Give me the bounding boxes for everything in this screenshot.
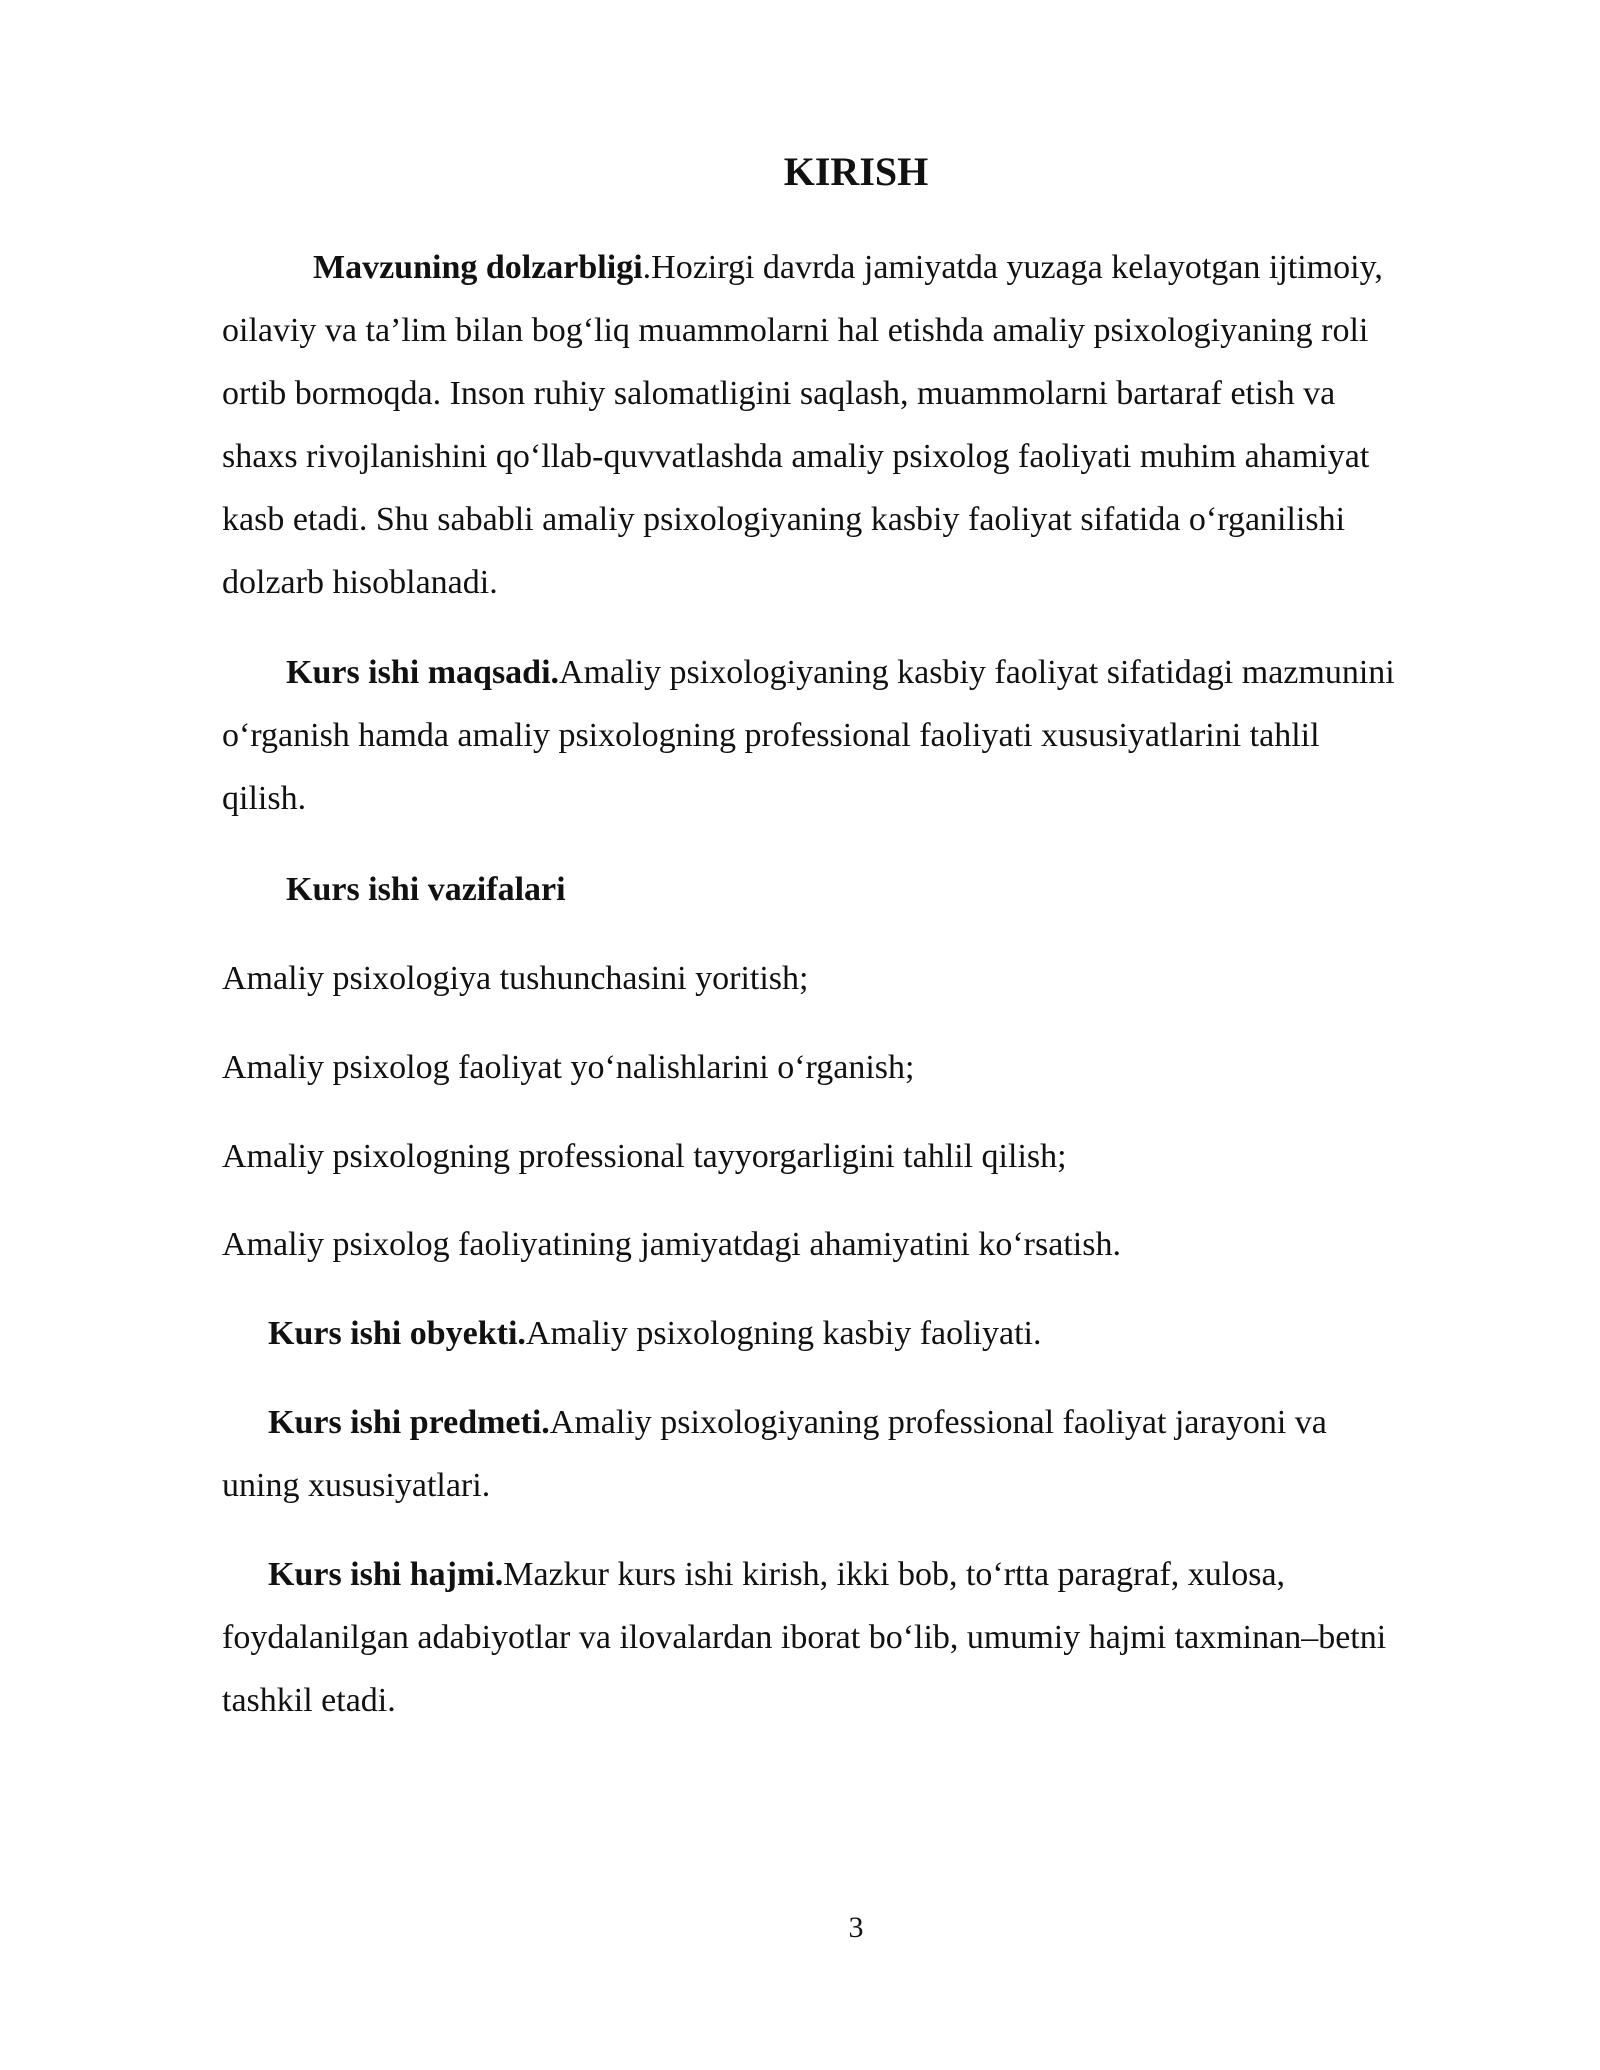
vazifa-item-4: Amaliy psixolog faoliyatining jamiyatdagi ahamiyatini ko‘rsatish. bbox=[222, 1226, 1121, 1263]
predmet-lead: Kurs ishi predmeti. bbox=[268, 1404, 550, 1441]
predmet-paragraph bbox=[222, 1391, 1484, 1517]
dolzarblik-line-6: dolzarb hisoblanadi. bbox=[222, 564, 498, 601]
obyekt-paragraph bbox=[222, 1302, 1484, 1365]
dolzarblik-lead: Mavzuning dolzarbligi bbox=[313, 249, 643, 286]
dolzarblik-line-4: shaxs rivojlanishini qo‘llab-quvvatlashda amaliy psixolog faoliyati muhim ahamiyat bbox=[222, 438, 1370, 475]
hajm-line-2: foydalanilgan adabiyotlar va ilovalardan iborat bo‘lib, umumiy hajmi taxminan–betni bbox=[222, 1619, 1387, 1656]
predmet-line-2: uning xususiyatlari. bbox=[222, 1467, 491, 1504]
dolzarblik-line-3: ortib bormoqda. Inson ruhiy salomatligini saqlash, muammolarni bartaraf etish va bbox=[222, 375, 1336, 412]
vazifalar-heading-text: Kurs ishi vazifalari bbox=[286, 871, 566, 908]
maqsad-line-3: qilish. bbox=[222, 780, 307, 817]
vazifa-item bbox=[222, 947, 1484, 1010]
vazifa-item bbox=[222, 1213, 1484, 1276]
vazifa-item bbox=[222, 1036, 1484, 1099]
predmet-line-1: Amaliy psixologiyaning professional faoliyat jarayoni va bbox=[549, 1404, 1327, 1441]
dolzarblik-line-2: oilaviy va ta’lim bilan bog‘liq muammolarni hal etishda amaliy psixologiyaning roli bbox=[222, 312, 1369, 349]
obyekt-lead: Kurs ishi obyekti. bbox=[268, 1315, 526, 1352]
vazifalar-heading bbox=[222, 858, 1484, 921]
dolzarblik-line-1: .Hozirgi davrda jamiyatda yuzaga kelayotgan ijtimoiy, bbox=[642, 249, 1383, 286]
dolzarblik-paragraph bbox=[222, 236, 1484, 614]
vazifa-item-1: Amaliy psixologiya tushunchasini yoritish; bbox=[222, 960, 809, 997]
vazifa-item-3: Amaliy psixologning professional tayyorgarligini tahlil qilish; bbox=[222, 1138, 1067, 1175]
maqsad-paragraph bbox=[222, 641, 1484, 830]
hajm-paragraph bbox=[222, 1543, 1484, 1732]
hajm-line-3: tashkil etadi. bbox=[222, 1682, 396, 1719]
dolzarblik-line-5: kasb etadi. Shu sababli amaliy psixologiyaning kasbiy faoliyat sifatida o‘rganilishi bbox=[222, 501, 1346, 538]
maqsad-line-2: o‘rganish hamda amaliy psixologning professional faoliyati xususiyatlarini tahlil bbox=[222, 717, 1320, 754]
hajm-line-1: Mazkur kurs ishi kirish, ikki bob, to‘rtta paragraf, xulosa, bbox=[503, 1556, 1286, 1593]
obyekt-text: Amaliy psixologning kasbiy faoliyati. bbox=[525, 1315, 1042, 1352]
vazifa-item bbox=[222, 1125, 1484, 1188]
vazifa-item-2: Amaliy psixolog faoliyat yo‘nalishlarini o‘rganish; bbox=[222, 1049, 915, 1086]
maqsad-line-1: Amaliy psixologiyaning kasbiy faoliyat sifatidagi mazmunini bbox=[559, 654, 1395, 691]
page-number: 3 bbox=[848, 1911, 864, 1944]
page-title: KIRISH bbox=[783, 149, 929, 194]
hajm-lead: Kurs ishi hajmi. bbox=[268, 1556, 504, 1593]
maqsad-lead: Kurs ishi maqsadi. bbox=[286, 654, 560, 691]
